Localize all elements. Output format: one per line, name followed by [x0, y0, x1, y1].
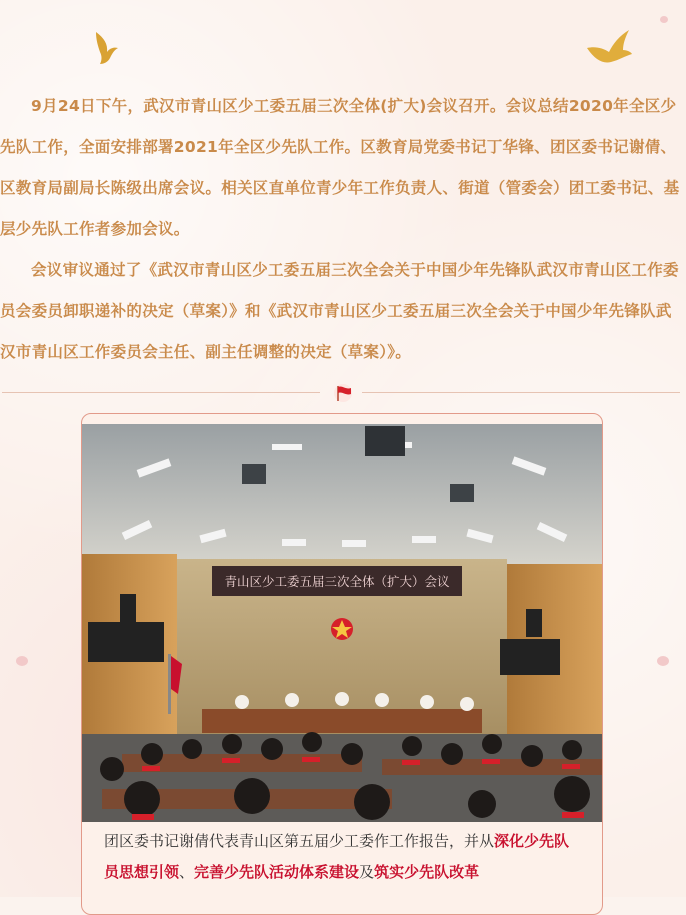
- petal-decoration: [657, 656, 669, 666]
- divider-line-right: [362, 392, 680, 393]
- caption-highlight-2: 完善少先队活动体系建设: [194, 863, 360, 881]
- divider-line-left: [2, 392, 320, 393]
- article-text: [0, 86, 686, 373]
- petal-decoration: [660, 16, 668, 23]
- caption-separator-2: 及: [359, 863, 375, 881]
- photo-caption: [82, 826, 602, 888]
- intro-paragraph-1: 9月24日下午，武汉市青山区少工委五届三次全体(扩大)会议召开。会议总结2020年全区少先队工作，全面安排部署2021年全区少先队工作。区教育局党委书记丁华锋、团区委书记谢倩、区教育局副局长陈级出席会议。相关区直单位青少年工作负责人、街道（管委会）团工委书记、基层少先队工作者参加会议。: [0, 97, 680, 238]
- intro-paragraph-2: 会议审议通过了《武汉市青山区少工委五届三次全会关于中国少年先锋队武汉市青山区工作委员会委员卸职递补的决定（草案）》和《武汉市青山区少工委五届三次全会关于中国少年先锋队武汉市青山区工作委员会主任、副主任调整的决定（草案）》。: [0, 261, 679, 361]
- flag-icon: [330, 383, 356, 403]
- dove-icon: [90, 30, 122, 66]
- caption-lead: 团区委书记谢倩代表青山区第五届少工委作工作报告，并从: [104, 832, 495, 850]
- banner-text: 青山区少工委五届三次全体（扩大）会议: [224, 574, 450, 589]
- section-divider: [0, 383, 686, 403]
- dove-icon: [585, 26, 633, 66]
- petal-decoration: [16, 656, 28, 666]
- caption-highlight-1: 深化少先队员思想引领: [104, 832, 570, 881]
- photo-card: [81, 413, 603, 915]
- caption-highlight-3: 筑实少先队改革: [374, 863, 480, 881]
- meeting-photo: [82, 424, 602, 822]
- caption-separator-1: 、: [179, 863, 195, 881]
